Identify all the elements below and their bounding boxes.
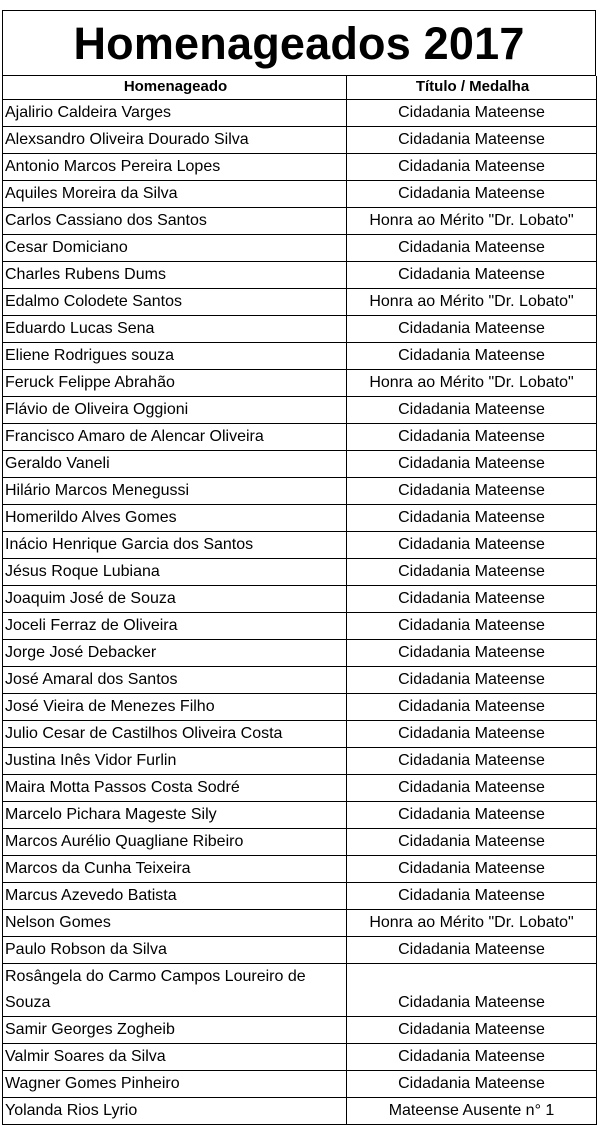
honoree-name-cell: Inácio Henrique Garcia dos Santos <box>3 531 347 558</box>
honoree-title-cell: Cidadania Mateense <box>347 477 597 504</box>
honoree-name-cell: Marcos da Cunha Teixeira <box>3 855 347 882</box>
honoree-title-cell: Cidadania Mateense <box>347 585 597 612</box>
table-row <box>3 882 597 909</box>
table-row <box>3 936 597 963</box>
table-row <box>3 612 597 639</box>
honoree-title-cell: Cidadania Mateense <box>347 99 597 126</box>
honoree-title-cell: Cidadania Mateense <box>347 450 597 477</box>
honoree-title-cell: Honra ao Mérito "Dr. Lobato" <box>347 909 597 936</box>
honoree-title-cell: Mateense Ausente n° 1 <box>347 1097 597 1124</box>
honoree-name-cell: Aquiles Moreira da Silva <box>3 180 347 207</box>
honoree-name-cell: Francisco Amaro de Alencar Oliveira <box>3 423 347 450</box>
honoree-name-cell: Hilário Marcos Menegussi <box>3 477 347 504</box>
honoree-name-cell: Nelson Gomes <box>3 909 347 936</box>
honoree-name-cell: Rosângela do Carmo Campos Loureiro de Souza <box>3 963 347 1016</box>
honoree-title-cell: Cidadania Mateense <box>347 693 597 720</box>
table-row <box>3 666 597 693</box>
table-row <box>3 396 597 423</box>
table-row <box>3 342 597 369</box>
table-row <box>3 261 597 288</box>
honoree-title-cell: Cidadania Mateense <box>347 855 597 882</box>
honoree-name-cell: Marcelo Pichara Mageste Sily <box>3 801 347 828</box>
honoree-name-cell: Samir Georges Zogheib <box>3 1016 347 1043</box>
honoree-name-cell: Joaquim José de Souza <box>3 585 347 612</box>
honoree-title-cell: Cidadania Mateense <box>347 801 597 828</box>
table-row <box>3 963 597 1016</box>
table-row <box>3 801 597 828</box>
table-row <box>3 1043 597 1070</box>
honorees-sheet <box>2 10 596 1125</box>
table-row <box>3 288 597 315</box>
table-row <box>3 909 597 936</box>
honoree-name-cell: Jorge José Debacker <box>3 639 347 666</box>
honoree-name-cell: Eliene Rodrigues souza <box>3 342 347 369</box>
honoree-name-cell: Valmir Soares da Silva <box>3 1043 347 1070</box>
table-row <box>3 639 597 666</box>
table-row <box>3 99 597 126</box>
honoree-name-cell: Marcus Azevedo Batista <box>3 882 347 909</box>
honoree-title-cell: Honra ao Mérito "Dr. Lobato" <box>347 288 597 315</box>
honoree-name-cell: José Amaral dos Santos <box>3 666 347 693</box>
honoree-title-cell: Cidadania Mateense <box>347 315 597 342</box>
honoree-title-cell: Cidadania Mateense <box>347 180 597 207</box>
table-row <box>3 1097 597 1124</box>
column-header-title: Título / Medalha <box>347 76 597 99</box>
honoree-name-cell: Feruck Felippe Abrahão <box>3 369 347 396</box>
honoree-name-cell: Julio Cesar de Castilhos Oliveira Costa <box>3 720 347 747</box>
honoree-name-cell: Eduardo Lucas Sena <box>3 315 347 342</box>
table-row <box>3 180 597 207</box>
honoree-name-cell: Cesar Domiciano <box>3 234 347 261</box>
honoree-name-cell: Marcos Aurélio Quagliane Ribeiro <box>3 828 347 855</box>
honoree-title-cell: Cidadania Mateense <box>347 261 597 288</box>
page-title: Homenageados 2017 <box>2 10 596 76</box>
honoree-title-cell: Cidadania Mateense <box>347 531 597 558</box>
honoree-name-cell: Antonio Marcos Pereira Lopes <box>3 153 347 180</box>
table-row <box>3 234 597 261</box>
table-header-row <box>3 76 597 99</box>
table-row <box>3 720 597 747</box>
honoree-title-cell: Cidadania Mateense <box>347 396 597 423</box>
table-row <box>3 315 597 342</box>
honoree-name-cell: Ajalirio Caldeira Varges <box>3 99 347 126</box>
honoree-name-cell: Maira Motta Passos Costa Sodré <box>3 774 347 801</box>
table-row <box>3 153 597 180</box>
honoree-title-cell: Cidadania Mateense <box>347 126 597 153</box>
table-row <box>3 207 597 234</box>
table-row <box>3 747 597 774</box>
honoree-title-cell: Cidadania Mateense <box>347 639 597 666</box>
honoree-title-cell: Cidadania Mateense <box>347 504 597 531</box>
table-row <box>3 369 597 396</box>
table-row <box>3 774 597 801</box>
honoree-title-cell: Cidadania Mateense <box>347 882 597 909</box>
honoree-title-cell: Cidadania Mateense <box>347 1043 597 1070</box>
honoree-name-cell: Edalmo Colodete Santos <box>3 288 347 315</box>
table-row <box>3 423 597 450</box>
honoree-title-cell: Honra ao Mérito "Dr. Lobato" <box>347 207 597 234</box>
honoree-name-cell: Paulo Robson da Silva <box>3 936 347 963</box>
honoree-name-cell: Joceli Ferraz de Oliveira <box>3 612 347 639</box>
honoree-name-cell: Carlos Cassiano dos Santos <box>3 207 347 234</box>
table-row <box>3 585 597 612</box>
honorees-table <box>2 76 597 1125</box>
honoree-name-cell: Justina Inês Vidor Furlin <box>3 747 347 774</box>
table-row <box>3 477 597 504</box>
honoree-title-cell: Honra ao Mérito "Dr. Lobato" <box>347 369 597 396</box>
honoree-name-cell: José Vieira de Menezes Filho <box>3 693 347 720</box>
honoree-name-cell: Flávio de Oliveira Oggioni <box>3 396 347 423</box>
honoree-name-cell: Alexsandro Oliveira Dourado Silva <box>3 126 347 153</box>
honoree-title-cell: Cidadania Mateense <box>347 423 597 450</box>
honoree-name-cell: Jésus Roque Lubiana <box>3 558 347 585</box>
column-header-honoree: Homenageado <box>3 76 347 99</box>
honoree-title-cell: Cidadania Mateense <box>347 1016 597 1043</box>
honoree-title-cell: Cidadania Mateense <box>347 234 597 261</box>
honoree-title-cell: Cidadania Mateense <box>347 936 597 963</box>
honoree-name-cell: Wagner Gomes Pinheiro <box>3 1070 347 1097</box>
table-row <box>3 1016 597 1043</box>
table-row <box>3 828 597 855</box>
table-row <box>3 558 597 585</box>
table-row <box>3 1070 597 1097</box>
table-row <box>3 450 597 477</box>
table-row <box>3 126 597 153</box>
honoree-name-cell: Charles Rubens Dums <box>3 261 347 288</box>
honoree-name-cell: Geraldo Vaneli <box>3 450 347 477</box>
honoree-title-cell: Cidadania Mateense <box>347 558 597 585</box>
honoree-name-cell: Yolanda Rios Lyrio <box>3 1097 347 1124</box>
table-body <box>3 99 597 1124</box>
honoree-title-cell: Cidadania Mateense <box>347 1070 597 1097</box>
honoree-title-cell: Cidadania Mateense <box>347 153 597 180</box>
honoree-name-cell: Homerildo Alves Gomes <box>3 504 347 531</box>
table-row <box>3 531 597 558</box>
table-row <box>3 693 597 720</box>
honoree-title-cell: Cidadania Mateense <box>347 720 597 747</box>
honoree-title-cell: Cidadania Mateense <box>347 342 597 369</box>
honoree-title-cell: Cidadania Mateense <box>347 666 597 693</box>
table-row <box>3 504 597 531</box>
honoree-title-cell: Cidadania Mateense <box>347 612 597 639</box>
honoree-title-cell: Cidadania Mateense <box>347 774 597 801</box>
honoree-title-cell: Cidadania Mateense <box>347 828 597 855</box>
honoree-title-cell: Cidadania Mateense <box>347 747 597 774</box>
table-row <box>3 855 597 882</box>
honoree-title-cell: Cidadania Mateense <box>347 963 597 1016</box>
